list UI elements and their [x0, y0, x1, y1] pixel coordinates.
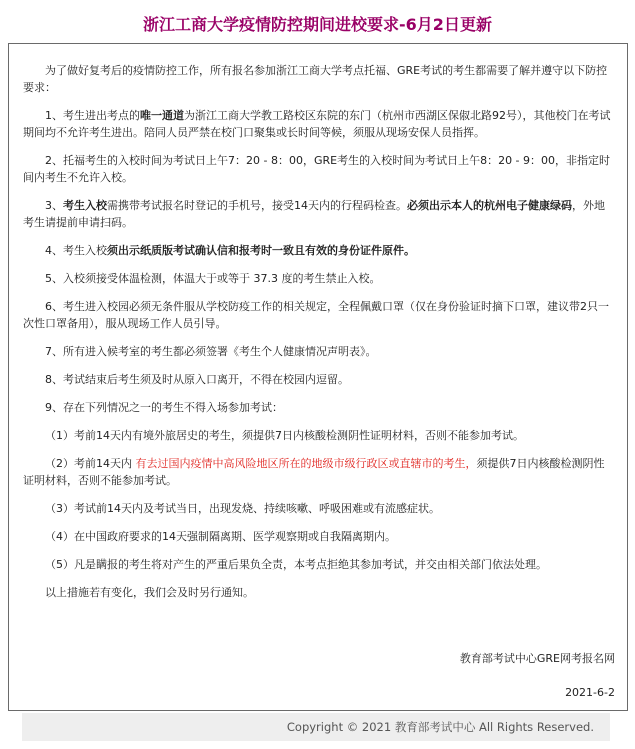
requirement-6: 6、考生进入校园必须无条件服从学校防疫工作的相关规定，全程佩戴口罩（仅在身份验证时摘下口罩，建议带2只一次性口罩备用），服从现场工作人员引导。	[23, 300, 609, 330]
date: 2021-6-2	[565, 686, 615, 699]
requirement-3: 3、考生入校需携带考试报名时登记的手机号，接受14天内的行程码检查。必须出示本人的杭州电子健康绿码，外地考生请提前申请扫码。	[23, 199, 605, 229]
page-title: 浙江工商大学疫情防控期间进校要求-6月2日更新	[143, 15, 492, 34]
notice-box	[8, 43, 628, 711]
requirement-4: 4、考生入校须出示纸质版考试确认信和报考时一致且有效的身份证件原件。	[45, 244, 415, 257]
closing-paragraph: 以上措施若有变化，我们会及时另行通知。	[45, 586, 254, 599]
requirement-1: 1、考生进出考点的唯一通道为浙江工商大学教工路校区东院的东门（杭州市西湖区保俶北路92号），其他校门在考试期间均不允许考生进出。陪同人员严禁在校门口聚集或长时间等候，须服从现场安保人员指挥。	[23, 109, 611, 139]
requirement-2: 2、托福考生的入校时间为考试日上午7：20 - 8：00，GRE考生的入校时间为考试日上午8：20 - 9：00，非指定时间内考生不允许入校。	[23, 154, 611, 184]
sub-requirement-4: （4）在中国政府要求的14天强制隔离期、医学观察期或自我隔离期内。	[45, 530, 396, 543]
sub-requirement-3: （3）考试前14天内及考试当日，出现发烧、持续咳嗽、呼吸困难或有流感症状。	[45, 502, 440, 515]
sub-requirement-2: （2）考前14天内 有去过国内疫情中高风险地区所在的地级市级行政区或直辖市的考生，须提供7日内核酸检测阴性证明材料，否则不能参加考试。	[23, 457, 605, 487]
sub-requirement-5: （5）凡是瞒报的考生将对产生的严重后果负全责，本考点拒绝其参加考试，并交由相关部门依法处理。	[45, 558, 547, 571]
signature: 教育部考试中心GRE网考报名网	[459, 652, 615, 665]
intro-paragraph: 为了做好复考后的疫情防控工作，所有报名参加浙江工商大学考点托福、GRE考试的考生都需要了解并遵守以下防控要求：	[23, 64, 608, 94]
sub-requirement-1: （1）考前14天内有境外旅居史的考生，须提供7日内核酸检测阴性证明材料，否则不能参加考试。	[45, 429, 524, 442]
requirement-8: 8、考试结束后考生须及时从原入口离开，不得在校园内逗留。	[45, 373, 349, 386]
requirement-9: 9、存在下列情况之一的考生不得入场参加考试：	[45, 401, 283, 414]
requirement-5: 5、入校须接受体温检测，体温大于或等于 37.3 度的考生禁止入校。	[45, 272, 381, 285]
requirement-7: 7、所有进入候考室的考生都必须签署《考生个人健康情况声明表》。	[45, 345, 377, 358]
footer-copyright: Copyright © 2021 教育部考试中心 All Rights Reserved.	[22, 713, 610, 741]
